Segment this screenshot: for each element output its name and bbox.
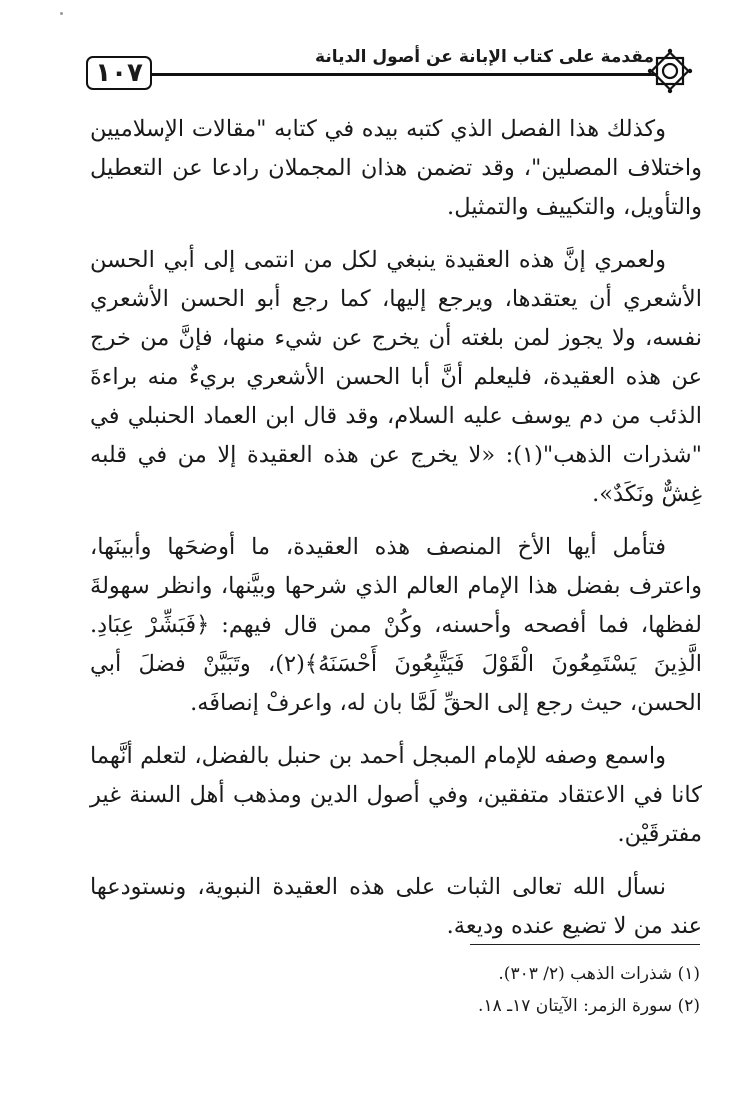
paragraph: نسأل الله تعالى الثبات على هذه العقيدة النبوية، ونستودعها عند من لا تضيع عنده وديعة. [90,874,702,939]
page-number-text: ١٠٧ [95,58,143,88]
paragraph: وكذلك هذا الفصل الذي كتبه بيده في كتابه "مقالات الإسلاميين واختلاف المصلين"، وقد تضمن هذان المجملان رادعا عن التعطيل والتأويل، والتكييف والتمثيل. [90,116,702,220]
running-title: مقدمة على كتاب الإبانة عن أصول الديانة [315,47,654,67]
star-ornament-icon [646,47,694,95]
header-rule [150,73,658,76]
footnote-separator [470,944,700,945]
footnote: (١) شذرات الذهب (٢/ ٣٠٣). [498,964,700,984]
scan-speck [60,12,63,15]
paragraph: فتأمل أيها الأخ المنصف هذه العقيدة، ما أوضحَها وأبينَها، واعترف بفضل هذا الإمام العالم الذي شرحها وبيَّنها، وانظر سهولةَ لفظها، فما أفصحه وأحسنه، وكُنْ ممن قال فيهم: ﴿فَبَشِّرْ عِبَادِ. الَّذِينَ يَسْتَمِعُونَ الْقَوْلَ فَيَتَّبِعُونَ أَحْسَنَهُ﴾(٢)، وتَبَيَّنْ فضلَ أبي الحسن، حيث رجع إلى الحقِّ لَمَّا بان له، واعرفْ إنصافَه. [90,534,702,716]
footnote: (٢) سورة الزمر: الآيتان ١٧ـ ١٨. [478,996,700,1016]
footnotes [280,958,700,1022]
paragraph: واسمع وصفه للإمام المبجل أحمد بن حنبل بالفضل، لتعلم أنَّهما كانا في الاعتقاد متفقين، وفي أصول الدين ومذهب أهل السنة غير مفترقَيْن. [90,743,702,847]
page-number [86,56,152,90]
main-text [90,110,702,960]
paragraph: ولعمري إنَّ هذه العقيدة ينبغي لكل من انتمى إلى أبي الحسن الأشعري أن يعتقدها، ويرجع إليها، كما رجع أبو الحسن الأشعري نفسه، ولا يجوز لمن بلغته أن يخرج عن شيء منها، فإنَّ من خرج عن هذه العقيدة، فليعلم أنَّ أبا الحسن الأشعري بريءٌ منه براءةَ الذئب من دم يوسف عليه السلام، وقد قال ابن العماد الحنبلي في "شذرات الذهب"(١): «لا يخرج عن هذه العقيدة إلا من في قلبه غِشٌّ ونَكَدٌ». [90,247,702,507]
